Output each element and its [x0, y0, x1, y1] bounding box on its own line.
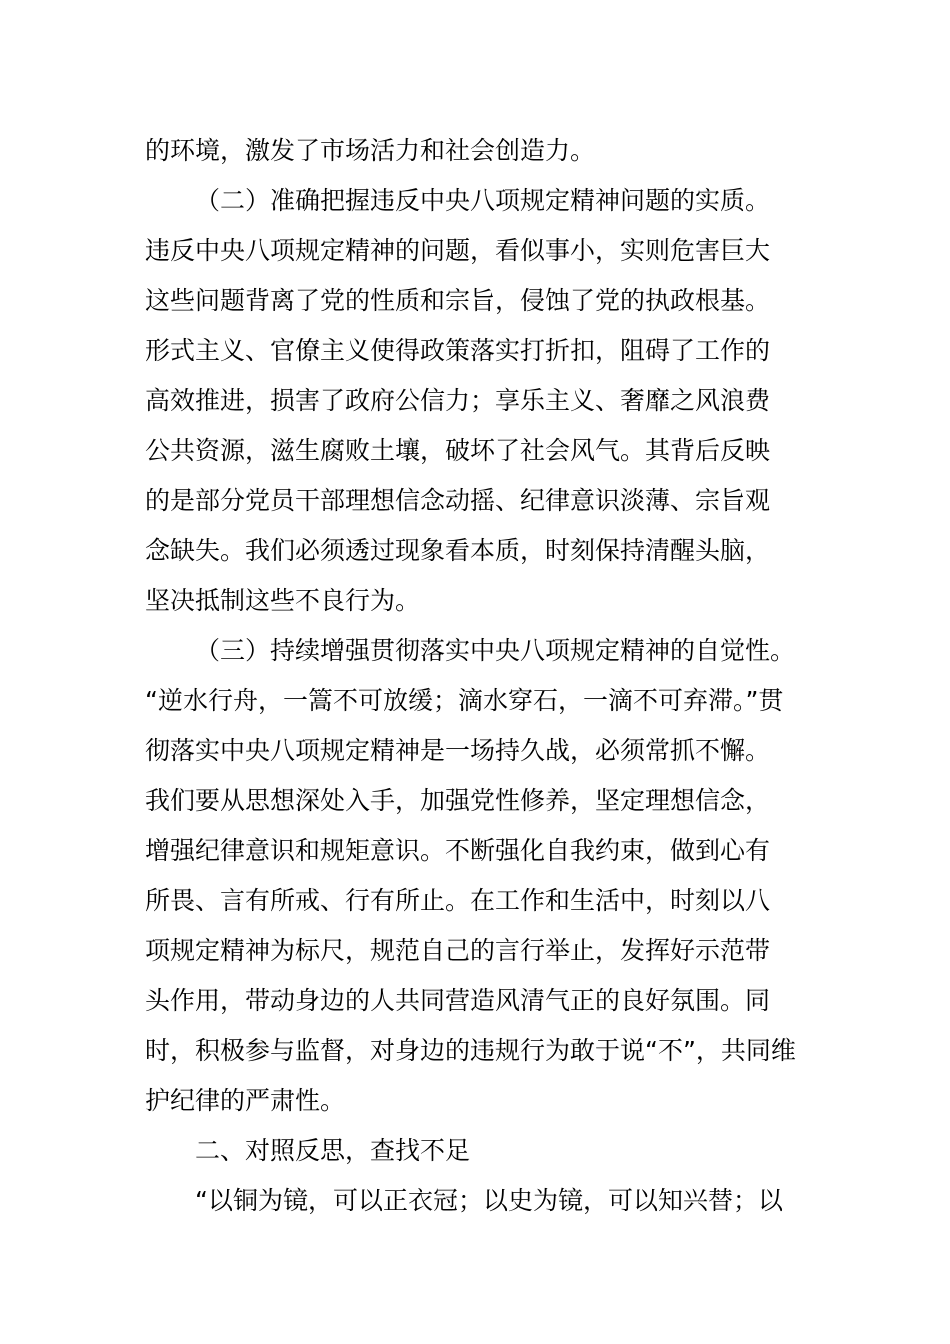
text-line: 念缺失。我们必须透过现象看本质，时刻保持清醒头脑，: [145, 536, 771, 565]
text-line: 时，积极参与监督，对身边的违规行为敢于说“不”，共同维: [145, 1036, 796, 1065]
text-line: 这些问题背离了党的性质和宗旨，侵蚀了党的执政根基。: [145, 286, 771, 315]
text-line: 头作用，带动身边的人共同营造风清气正的良好氛围。同: [145, 986, 771, 1015]
text-line: 坚决抵制这些不良行为。: [145, 586, 421, 615]
text-line: 彻落实中央八项规定精神是一场持久战，必须常抓不懈。: [145, 736, 771, 765]
section-heading-2: （二）准确把握违反中央八项规定精神问题的实质。: [195, 186, 771, 215]
section-heading-3: （三）持续增强贯彻落实中央八项规定精神的自觉性。: [195, 636, 796, 665]
text-line: 增强纪律意识和规矩意识。不断强化自我约束，做到心有: [145, 836, 771, 865]
chapter-heading: 二、对照反思，查找不足: [195, 1136, 471, 1165]
text-line: “逆水行舟，一篙不可放缓；滴水穿石，一滴不可弃滞。”贯: [145, 686, 784, 715]
text-line: 项规定精神为标尺，规范自己的言行举止，发挥好示范带: [145, 936, 771, 965]
text-line: “以铜为镜，可以正衣冠；以史为镜，可以知兴替；以: [195, 1186, 783, 1215]
text-line: 形式主义、官僚主义使得政策落实打折扣，阻碍了工作的: [145, 336, 771, 365]
text-line: 我们要从思想深处入手，加强党性修养，坚定理想信念，: [145, 786, 771, 815]
text-line: 护纪律的严肃性。: [145, 1086, 346, 1115]
text-line: 违反中央八项规定精神的问题，看似事小，实则危害巨大: [145, 236, 771, 265]
text-line: 公共资源，滋生腐败土壤，破坏了社会风气。其背后反映: [145, 436, 771, 465]
text-line: 所畏、言有所戒、行有所止。在工作和生活中，时刻以八: [145, 886, 771, 915]
text-line: 的是部分党员干部理想信念动摇、纪律意识淡薄、宗旨观: [145, 486, 771, 515]
text-line: 的环境，激发了市场活力和社会创造力。: [145, 136, 596, 165]
text-line: 高效推进，损害了政府公信力；享乐主义、奢靡之风浪费: [145, 386, 771, 415]
